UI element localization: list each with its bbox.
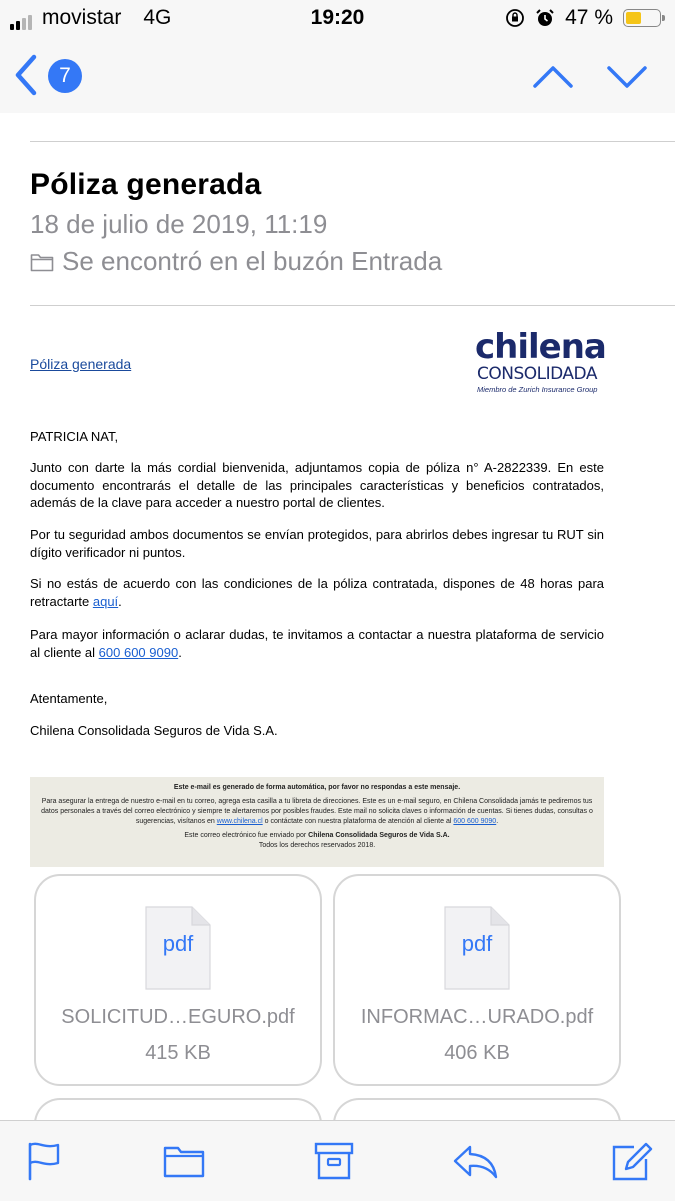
footer-title: Este e-mail es generado de forma automática, por favor no respondas a este mensaje.	[173, 784, 461, 791]
greeting: PATRICIA NAT,	[30, 429, 119, 444]
attachment-2[interactable]	[333, 874, 621, 1086]
message-date: 18 de julio de 2019, 11:19	[30, 209, 328, 239]
paragraph-3-end: .	[118, 593, 122, 609]
bottom-toolbar	[0, 1120, 675, 1201]
footer-body-end: .	[496, 818, 499, 825]
move-to-folder-button[interactable]	[162, 1139, 206, 1183]
orientation-lock-icon	[505, 8, 525, 28]
mailbox-label: Se encontró en el buzón Entrada	[62, 246, 443, 276]
footer-body-text-2: o contáctate con nuestra plataforma de atención al cliente al	[262, 818, 454, 825]
attachment-1[interactable]	[34, 874, 322, 1086]
battery-percent: 47 %	[565, 6, 613, 29]
status-right	[505, 6, 661, 30]
unread-count-badge[interactable]: 7	[48, 59, 82, 93]
footer-body-text: Para asegurar la entrega de nuestro e-mail en tu correo, agrega esta casilla a tu libreta de direcciones. Este es un e-mail seguro, en Chilena Consolidada jamás te pediremos tus datos personales a través del correo electrónico y siempre te alertaremos por posibles fraudes. Este mail no solicita claves o información de cuentas. Si tienes dudas, consultas o sugerencias, visítanos en	[41, 798, 593, 825]
footer-sent-by	[38, 831, 596, 841]
folder-icon	[30, 252, 54, 272]
footer-body	[38, 797, 596, 827]
compose-icon	[608, 1139, 654, 1185]
chevron-up-icon	[530, 56, 576, 96]
attachment-1-name: SOLICITUD…EGURO.pdf	[61, 1006, 295, 1028]
footer-sender-name: Chilena Consolidada Seguros de Vida S.A.	[308, 832, 450, 839]
retract-link[interactable]: aquí	[92, 593, 119, 609]
carrier-label: movistar	[42, 6, 122, 29]
chilena-logo	[460, 327, 610, 397]
flag-icon	[24, 1139, 68, 1183]
signature: Chilena Consolidada Seguros de Vida S.A.	[30, 723, 278, 738]
paragraph-3-text: Si no estás de acuerdo con las condiciones de la póliza contratada, dispones de 48 horas para retractarte	[30, 576, 604, 609]
status-time: 19:20	[310, 6, 365, 29]
paragraph-3	[30, 575, 604, 610]
battery-icon	[623, 9, 661, 27]
mailbox-location	[30, 246, 442, 277]
paragraph-1: Junto con darte la más cordial bienvenida, adjuntamos copia de póliza n° A-2822339. En este documento encontrarás el detalle de las principales características y beneficios contratados, además de la clave para acceder a nuestro portal de clientes.	[30, 460, 604, 510]
attachment-2-type: pdf	[461, 931, 493, 956]
previous-message-button[interactable]	[530, 56, 576, 96]
chevron-down-icon	[604, 56, 650, 96]
attachment-1-size: 415 KB	[145, 1042, 211, 1064]
chevron-left-icon	[12, 52, 42, 98]
nav-bar	[0, 38, 675, 113]
status-bar	[0, 0, 675, 38]
network-label: 4G	[143, 6, 172, 29]
logo-line1: chilena	[475, 327, 606, 367]
compose-button[interactable]	[608, 1139, 652, 1183]
next-message-button[interactable]	[604, 56, 650, 96]
footer-rights: Todos los derechos reservados 2018.	[258, 842, 376, 849]
paragraph-4-text: Para mayor información o aclarar dudas, te invitamos a contactar a nuestra plataforma de servicio al cliente al	[30, 627, 604, 660]
header-divider-bottom	[30, 305, 675, 306]
flag-button[interactable]	[24, 1139, 68, 1183]
message-subject: Póliza generada	[30, 168, 262, 201]
logo-line3: Miembro de Zurich Insurance Group	[477, 385, 598, 394]
phone-link[interactable]: 600 600 9090	[98, 644, 179, 660]
closing: Atentamente,	[30, 691, 108, 706]
footer-sent-by-text: Este correo electrónico fue enviado por	[184, 832, 309, 839]
reply-button[interactable]	[452, 1139, 496, 1183]
reply-icon	[452, 1139, 500, 1183]
header-divider-top	[30, 141, 675, 142]
paragraph-4	[30, 626, 604, 661]
paragraph-4-end: .	[178, 644, 182, 660]
header-link[interactable]: Póliza generada	[30, 356, 132, 372]
alarm-icon	[535, 8, 555, 28]
archive-button[interactable]	[312, 1139, 356, 1183]
attachment-1-type: pdf	[162, 931, 194, 956]
footer-phone-link[interactable]: 600 600 9090	[453, 818, 497, 825]
folder-icon	[162, 1139, 206, 1183]
logo-line2: CONSOLIDADA	[477, 364, 597, 384]
attachment-2-name: INFORMAC…URADO.pdf	[360, 1006, 594, 1028]
email-footer	[30, 777, 604, 867]
archive-icon	[312, 1139, 356, 1183]
attachment-2-size: 406 KB	[444, 1042, 510, 1064]
paragraph-2: Por tu seguridad ambos documentos se envían protegidos, para abrirlos debes ingresar tu RUT sin dígito verificador ni puntos.	[30, 527, 604, 560]
footer-website-link[interactable]: www.chilena.cl	[216, 818, 263, 825]
